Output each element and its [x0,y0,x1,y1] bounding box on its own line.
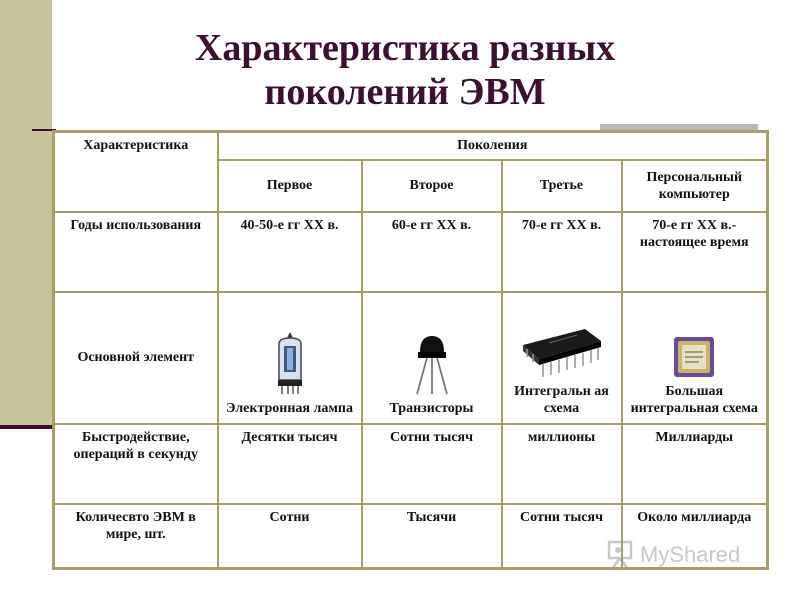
count-gen-1: Сотни [218,504,362,569]
count-gen-3: Сотни тысяч [502,504,622,569]
element-gen-4 [622,292,768,424]
generation-2: Второе [362,160,502,212]
vacuum-tube-icon [273,330,307,396]
header-characteristic: Характеристика [54,132,218,212]
row-label-years: Годы использования [54,212,218,292]
table-row-element [54,292,768,424]
speed-gen-3: миллионы [502,424,622,504]
years-gen-4: 70-е гг XX в.- настоящее время [622,212,768,292]
years-gen-3: 70-е гг XX в. [502,212,622,292]
presentation-board-icon [606,538,636,570]
lsi-chip-icon [672,335,716,379]
title-line-2: поколений ЭВМ [264,71,546,113]
years-gen-1: 40-50-е гг XX в. [218,212,362,292]
speed-gen-2: Сотни тысяч [362,424,502,504]
element-gen-3-text: Интегральн ая схема [514,383,609,416]
table-row-years [54,212,768,292]
row-label-element: Основной элемент [54,292,218,424]
count-gen-2: Тысячи [362,504,502,569]
element-gen-2 [362,292,502,424]
generation-3: Третье [502,160,622,212]
generation-4: Персональный компьютер [622,160,768,212]
table-header-row [54,132,768,160]
watermark [606,538,766,572]
left-decor-line [0,425,52,429]
title-line-1: Характеристика разных [194,27,616,69]
element-gen-3 [502,292,622,424]
integrated-circuit-icon [519,323,605,379]
speed-gen-1: Десятки тысяч [218,424,362,504]
slide-title [120,26,690,114]
generation-1: Первое [218,160,362,212]
element-gen-4-text: Большая интегральная схема [630,383,758,416]
speed-gen-4: Миллиарды [622,424,768,504]
generations-table [52,130,769,570]
header-generations: Поколения [218,132,768,160]
count-gen-4: Около миллиарда [622,504,768,569]
element-gen-1-text: Электронная лампа [226,400,353,416]
watermark-text: MyShared [640,542,741,567]
years-gen-2: 60-е гг XX в. [362,212,502,292]
element-gen-1 [218,292,362,424]
transistor-icon [407,330,457,396]
row-label-speed: Быстродействие, операций в секунду [54,424,218,504]
left-decor-band [0,0,52,425]
element-gen-2-text: Транзисторы [389,400,474,416]
row-label-count: Количесвто ЭВМ в мире, шт. [54,504,218,569]
table-row-speed [54,424,768,504]
